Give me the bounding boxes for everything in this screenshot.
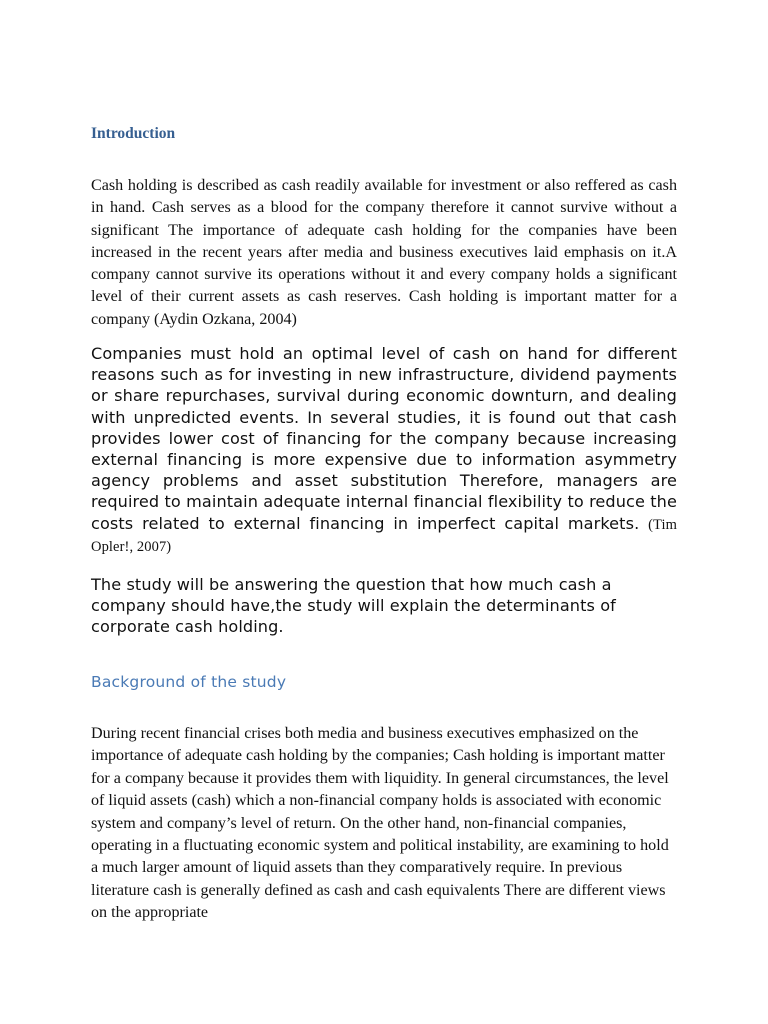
background-paragraph: During recent financial crises both media and business executives emphasized on the importance of adequate cash holding by the companies; Cash holding is important matter for a company because it provides them with liquidity. In general circumstances, the level of liquid assets (cash) which a non-financial company holds is associated with economic system and company’s level of return. On the other hand, non-financial companies, operating in a fluctuating economic system and political instability, are examining to hold a much larger amount of liquid assets than they comparatively require. In previous literature cash is generally defined as cash and cash equivalents There are different views on the appropriate [91,725,669,922]
intro-paragraph: Cash holding is described as cash readily available for investment or also reffered as cash in hand. Cash serves as a blood for the company therefore it cannot survive without a significant The importance of adequate cash holding for the companies have been increased in the recent years after media and business executives laid emphasis on it.A company cannot survive its operations without it and every company holds a significant level of their current assets as cash reserves. Cash holding is important matter for a company (Aydin Ozkana, 2004) [91,177,677,328]
introduction-heading: Introduction [91,125,176,142]
companies-citation: (Tim Opler!, 2007) [91,516,677,555]
companies-paragraph [91,343,677,557]
background-heading: Background of the study [91,673,287,691]
companies-paragraph-text: Companies must hold an optimal level of cash on hand for different reasons such as for investing in new infrastructure, dividend payments or share repurchases, survival during economic downturn, and dealing with unpredicted events. In several studies, it is found out that cash provides lower cost of financing for the company because increasing external financing is more expensive due to information asymmetry agency problems and asset substitution Therefore, managers are required to maintain adequate internal financial flexibility to reduce the costs related to external financing in imperfect capital markets. [91,344,677,533]
study-paragraph: The study will be answering the question that how much cash a company should have,the study will explain the determinants of corporate cash holding. [91,575,616,637]
